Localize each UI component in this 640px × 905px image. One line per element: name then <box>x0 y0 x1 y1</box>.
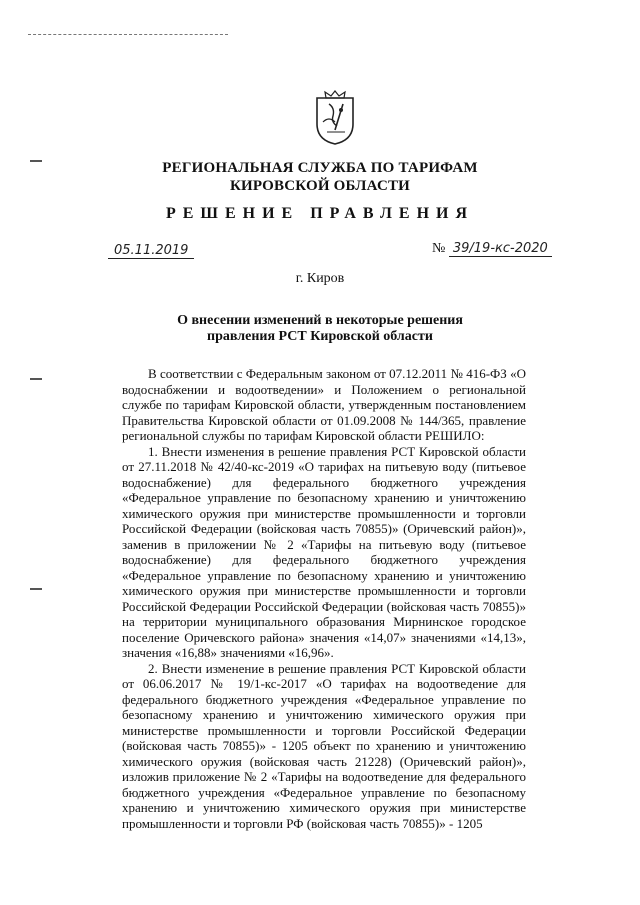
decision-date: 05.11.2019 <box>108 243 194 259</box>
decision-number <box>432 241 552 257</box>
margin-mark <box>30 378 42 380</box>
city: г. Киров <box>295 271 345 286</box>
org-name-line2: КИРОВСКОЙ ОБЛАСТИ <box>229 178 411 194</box>
margin-mark <box>30 588 42 590</box>
paragraph-item-2: 2. Внести изменение в решение правления РСТ Кировской области от 06.06.2017 № 19/1-кс-2017 «О тарифах на водоотведение для федерального бюджетного учреждения «Федеральное управление по безопасному хранению и уничтожению химического оружия при министерстве промышленности и торговли Российской Федерации (войсковая часть 70855)» - 1205 объект по хранению и уничтожению химического оружия (войсковая часть 21228) (Оричевский район)», изложив приложение № 2 «Тарифы на водоотведение для федерального бюджетного учреждения «Федеральное управление по безопасному хранению и уничтожению химического оружия при министерстве промышленности и торговли РФ (войсковая часть 70855)» - 1205 <box>122 660 526 831</box>
number-value: 39/19-кс-2020 <box>449 241 552 257</box>
paragraph-preamble: В соответствии с Федеральным законом от 07.12.2011 № 416-ФЗ «О водоснабжении и водоотведении» и Положением о региональной службе по тарифам Кировской области, утвержденным постановлением Правительства Кировской области от 01.09.2008 № 144/365, правление региональной службы по тарифам Кировской области РЕШИЛО: <box>122 366 526 443</box>
subject-title: О внесении изменений в некоторые решения правления РСТ Кировской области <box>177 313 463 344</box>
number-prefix: № <box>432 241 446 256</box>
document-body <box>122 366 526 831</box>
decision-title: РЕШЕНИЕ ПРАВЛЕНИЯ <box>165 205 475 222</box>
scan-artifact-line <box>28 34 228 37</box>
paragraph-item-1: 1. Внести изменения в решение правления РСТ Кировской области от 27.11.2018 № 42/40-кс-2019 «О тарифах на питьевую воду (питьевое водоснабжение) для федерального бюджетного учреждения «Федеральное управление по безопасному хранению и уничтожению химического оружия при министерстве промышленности и торговли Российской Федерации (войсковая часть 70855)» (Оричевский район)», заменив в приложении № 2 «Тарифы на питьевую воду (питьевое водоснабжение) для федерального бюджетного учреждения «Федеральное управление по безопасному хранению и уничтожению химического оружия при министерстве промышленности и торговли Российской Федерации Российской Федерации (войсковая часть 70855)» на территории муниципального образования Мирнинское городское поселение Оричевского района» значения «14,07» значениями «14,13», значения «16,88» значениями «16,96». <box>122 443 526 660</box>
org-name-line1: РЕГИОНАЛЬНАЯ СЛУЖБА ПО ТАРИФАМ <box>162 160 478 176</box>
kirov-coat-of-arms-icon <box>311 90 359 146</box>
